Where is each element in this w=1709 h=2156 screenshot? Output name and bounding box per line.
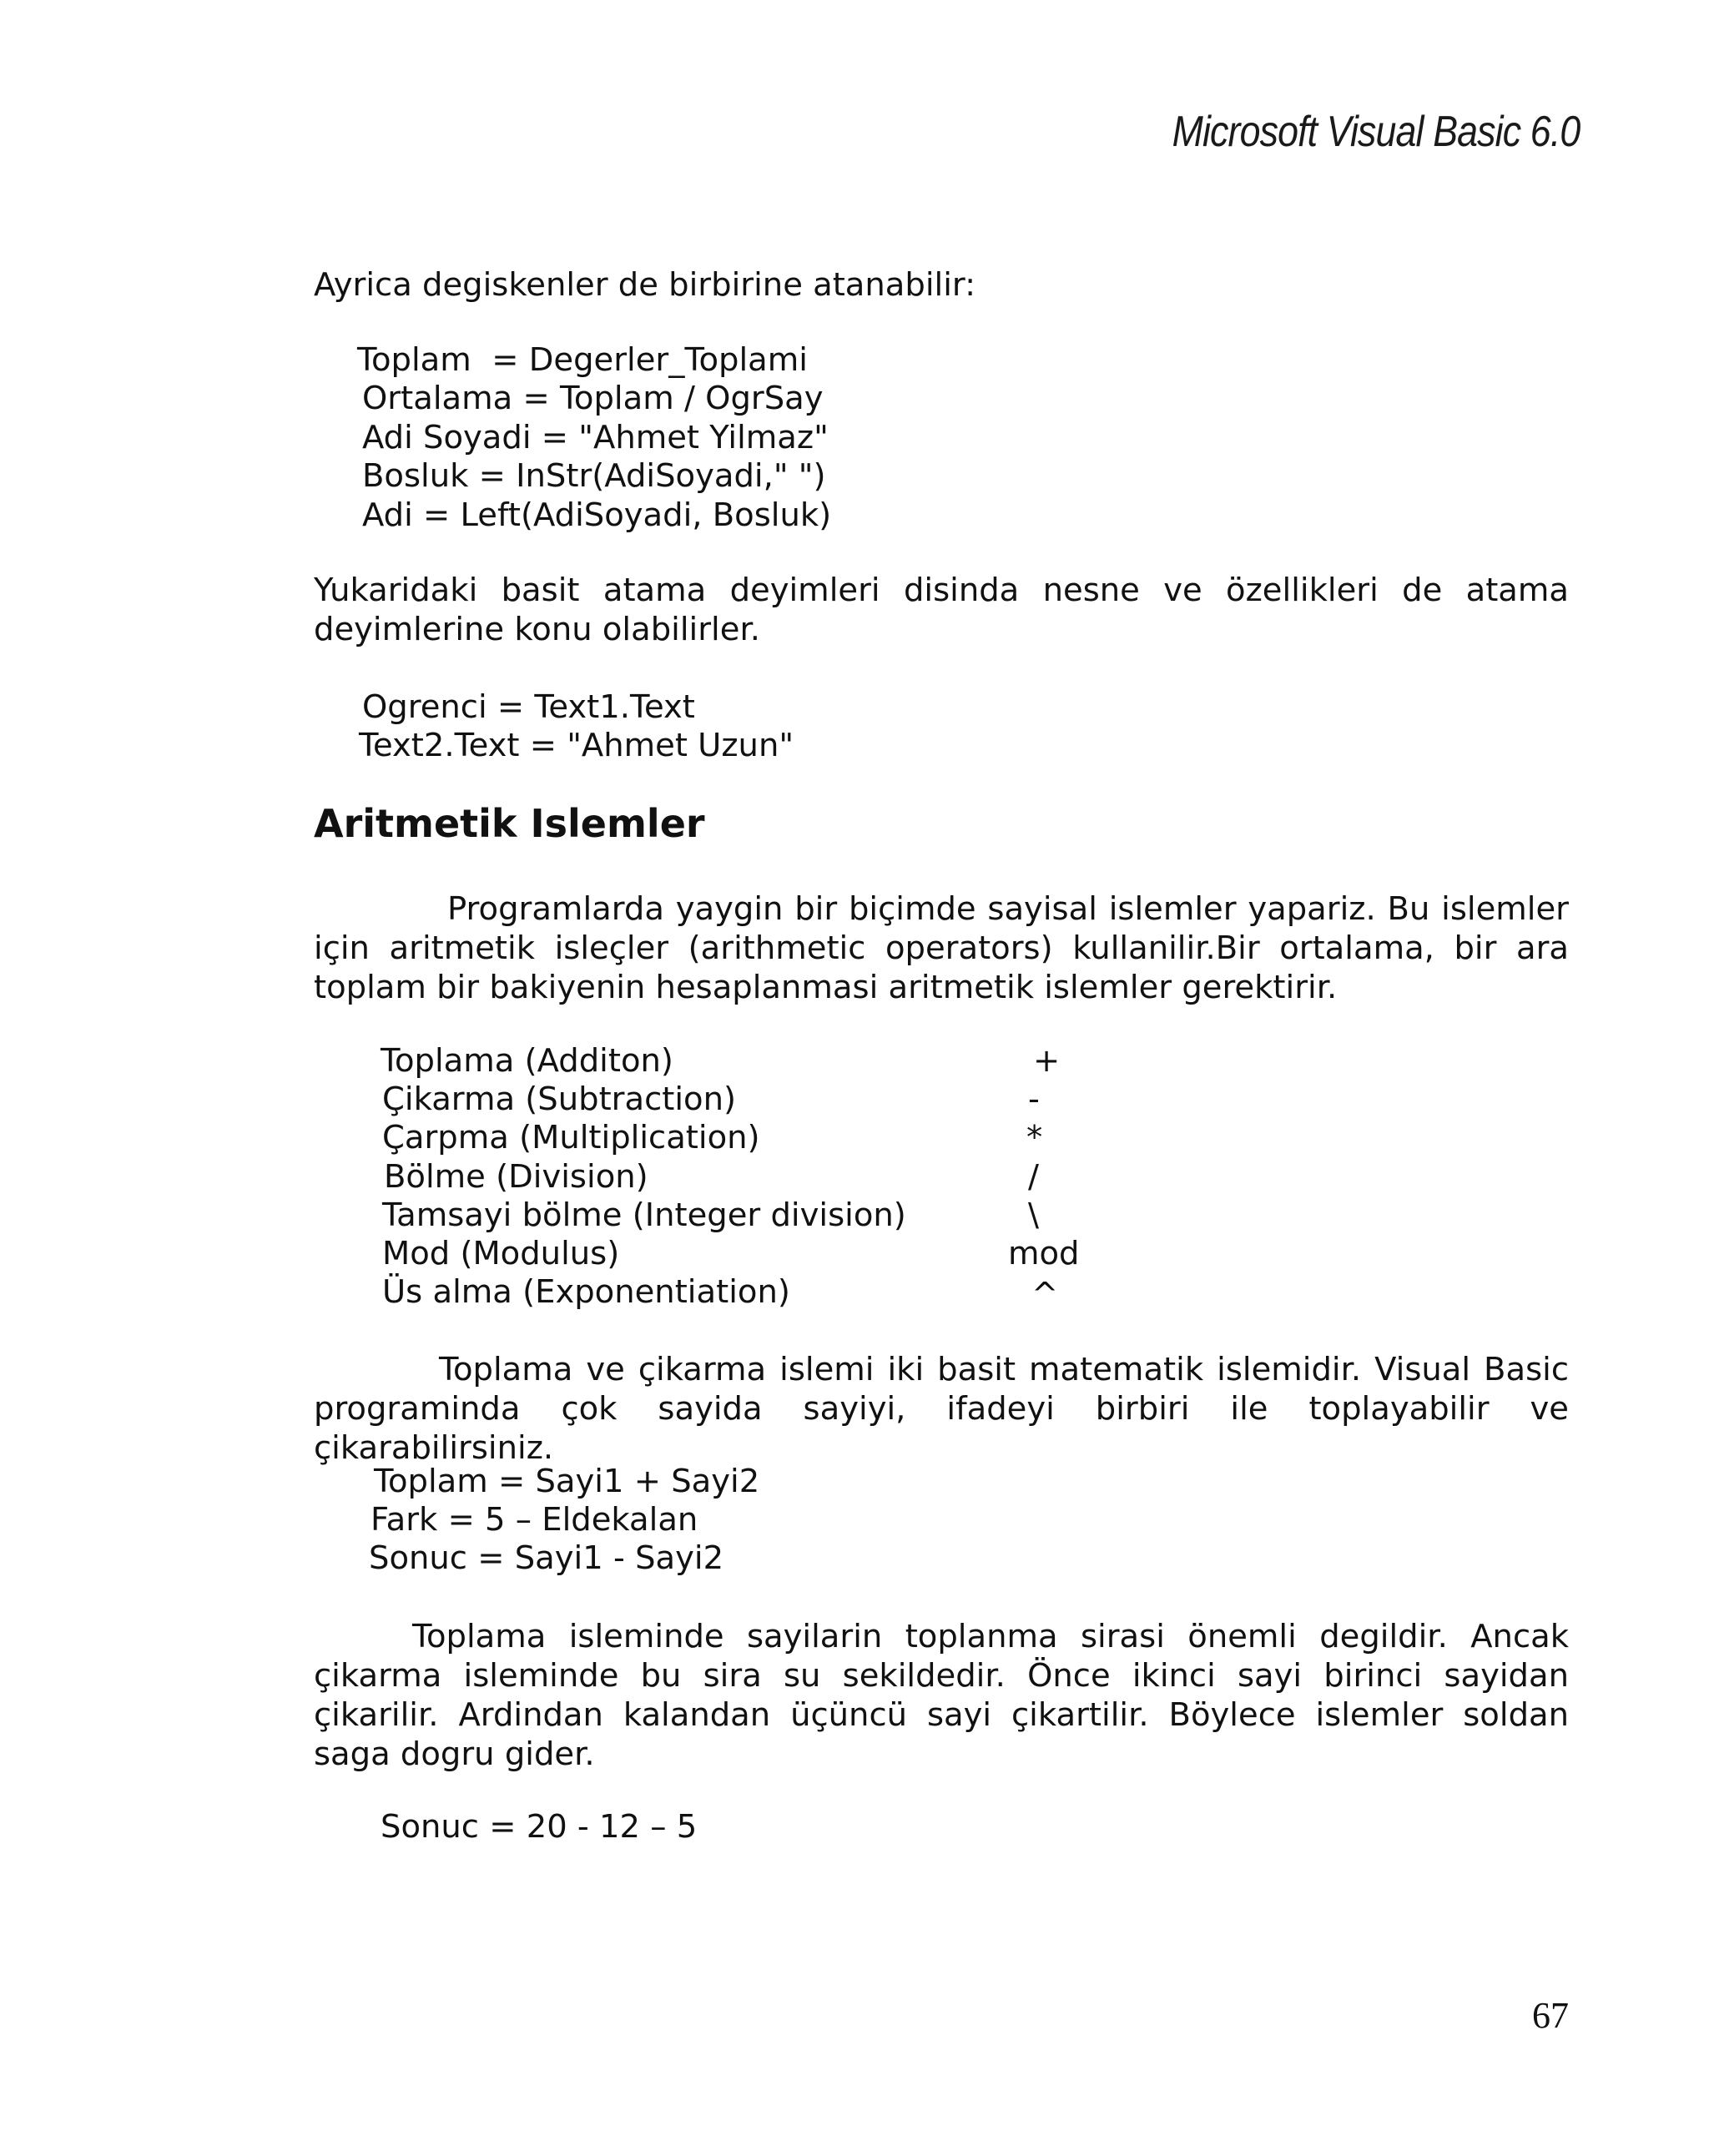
operator-name: Çikarma (Subtraction) [382, 1081, 737, 1118]
code-line: Sonuc = Sayi1 - Sayi2 [369, 1539, 724, 1577]
paragraph: Toplama isleminde sayilarin toplanma sirasi önemli degildir. Ancak çikarma isleminde bu sira su sekildedir. Önce ikinci sayi birinci sayidan çikarilir. Ardindan kalandan üçüncü sayi çikartilir. Böylece islemler soldan saga dogru gider. [314, 1618, 1569, 1773]
code-line: Sonuc = 20 - 12 – 5 [381, 1808, 698, 1846]
code-line: Fark = 5 – Eldekalan [371, 1501, 698, 1539]
paragraph: Toplama ve çikarma islemi iki basit matematik islemidir. Visual Basic programinda çok sayida sayiyi, ifadeyi birbiri ile toplayabilir ve çikarabilirsiniz. [314, 1351, 1569, 1467]
operator-symbol: + [1033, 1042, 1061, 1080]
page-number: 67 [1532, 1995, 1569, 2036]
running-header: Microsoft Visual Basic 6.0 [1172, 108, 1580, 156]
operator-symbol: mod [1008, 1235, 1080, 1272]
code-line: Ortalama = Toplam / OgrSay [362, 380, 824, 417]
operator-symbol: ^ [1031, 1276, 1059, 1313]
operator-name: Üs alma (Exponentiation) [382, 1273, 790, 1311]
paragraph: Programlarda yaygin bir biçimde sayisal islemler yapariz. Bu islemler için aritmetik isleçler (arithmetic operators) kullanilir.Bir ortalama, bir ara toplam bir bakiyenin hesaplanmasi aritmetik islemler gerektirir. [314, 890, 1569, 1006]
intro-text: Ayrica degiskenler de birbirine atanabilir: [314, 266, 976, 304]
code-line: Bosluk = InStr(AdiSoyadi," ") [362, 457, 826, 495]
code-line: Toplam = Sayi1 + Sayi2 [374, 1463, 760, 1500]
operator-symbol: / [1028, 1158, 1039, 1196]
operator-name: Çarpma (Multiplication) [382, 1119, 760, 1156]
operator-symbol: - [1028, 1081, 1040, 1118]
operator-name: Tamsayi bölme (Integer division) [382, 1196, 906, 1234]
operator-symbol: * [1026, 1119, 1043, 1156]
operator-name: Toplama (Additon) [381, 1042, 673, 1080]
paragraph: Yukaridaki basit atama deyimleri disinda nesne ve özellikleri de atama deyimlerine konu olabilirler. [314, 572, 1569, 648]
code-line: Adi = Left(AdiSoyadi, Bosluk) [362, 496, 832, 534]
operator-name: Bölme (Division) [384, 1158, 648, 1196]
code-line: Text2.Text = "Ahmet Uzun" [359, 727, 794, 764]
code-line: Adi Soyadi = "Ahmet Yilmaz" [362, 419, 829, 456]
section-heading: Aritmetik Islemler [314, 801, 705, 846]
operator-name: Mod (Modulus) [382, 1235, 620, 1272]
code-line: Toplam = Degerler_Toplami [357, 341, 808, 379]
operator-symbol: \ [1028, 1196, 1039, 1234]
code-line: Ogrenci = Text1.Text [362, 688, 695, 726]
